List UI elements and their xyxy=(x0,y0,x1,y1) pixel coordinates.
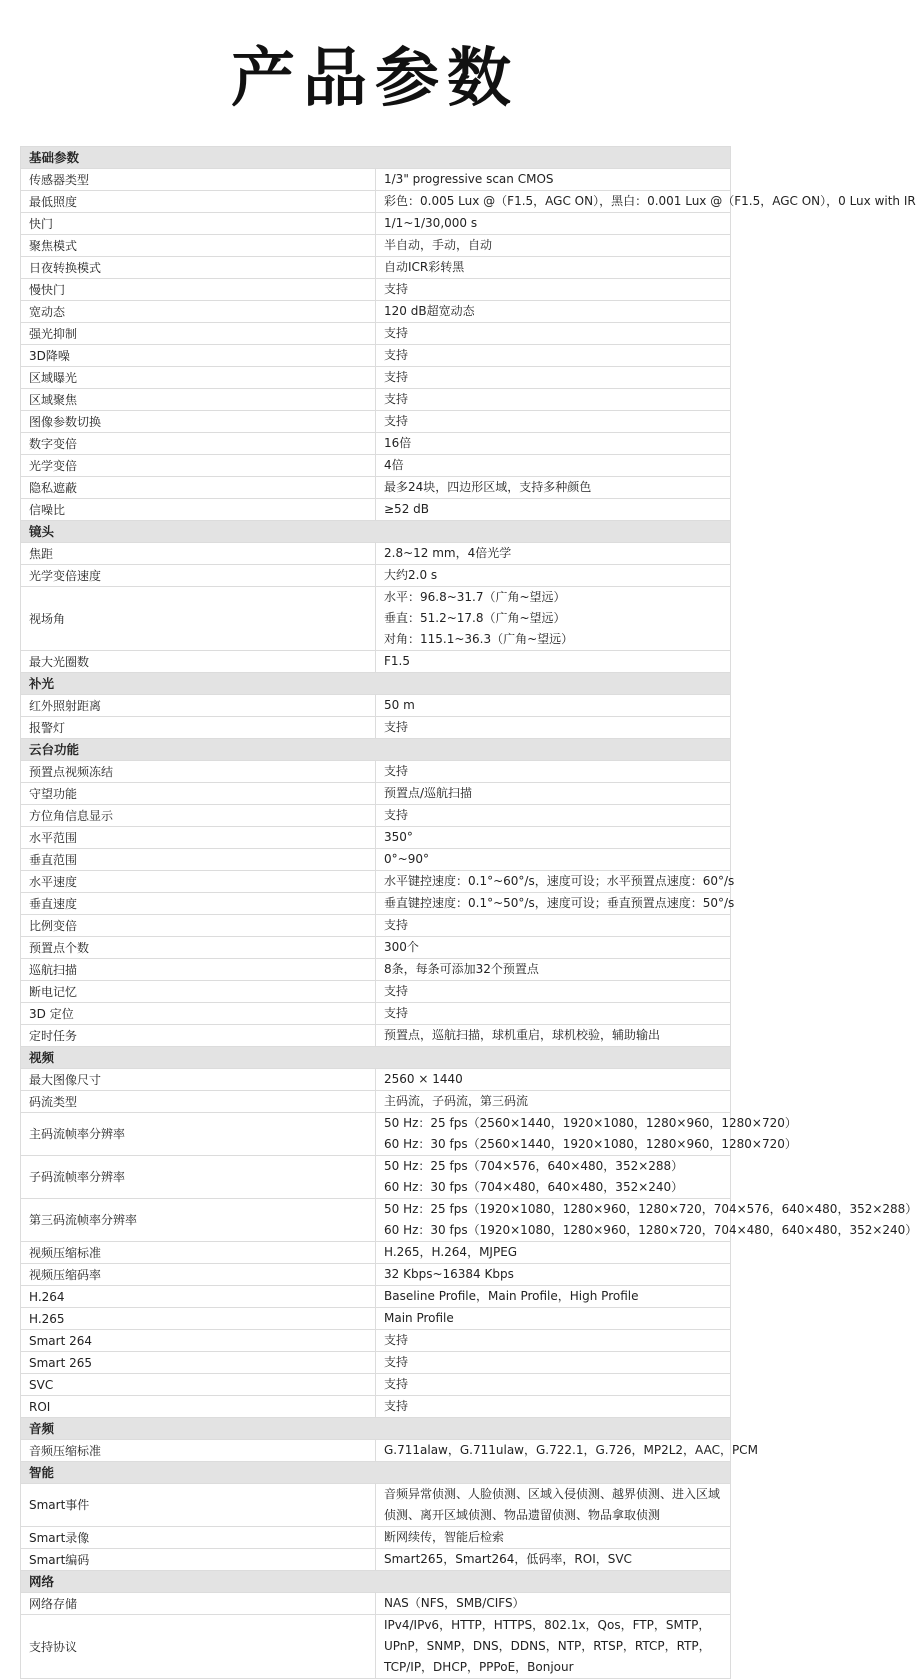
spec-key: 慢快门 xyxy=(21,279,376,301)
spec-key: ROI xyxy=(21,1396,376,1418)
spec-row xyxy=(21,323,731,345)
spec-value xyxy=(376,893,735,915)
spec-key: 图像参数切换 xyxy=(21,411,376,433)
spec-value xyxy=(376,1308,731,1330)
spec-key: SVC xyxy=(21,1374,376,1396)
spec-value-line: IPv4/IPv6，HTTP，HTTPS，802.1x，Qos，FTP，SMTP，UPnP，SNMP，DNS，DDNS，NTP，RTSP，RTCP，RTP，TCP/IP，DHCP，PPPoE，Bonjour xyxy=(384,1618,711,1674)
section-title: 音频 xyxy=(21,1418,731,1440)
spec-key: 区域聚焦 xyxy=(21,389,376,411)
spec-row xyxy=(21,565,731,587)
spec-key: 子码流帧率分辨率 xyxy=(21,1156,376,1199)
spec-value-line: 自动ICR彩转黑 xyxy=(384,260,465,274)
section-header xyxy=(21,1047,731,1069)
spec-row xyxy=(21,543,731,565)
section-header xyxy=(21,1571,731,1593)
spec-value xyxy=(376,695,731,717)
spec-key: 断电记忆 xyxy=(21,981,376,1003)
spec-key: 聚焦模式 xyxy=(21,235,376,257)
spec-key: H.265 xyxy=(21,1308,376,1330)
spec-row xyxy=(21,1242,731,1264)
spec-value xyxy=(376,827,731,849)
spec-value-line: 半自动，手动，自动 xyxy=(384,238,493,252)
spec-row xyxy=(21,1069,731,1091)
spec-value xyxy=(376,235,731,257)
spec-value xyxy=(376,1003,731,1025)
spec-row xyxy=(21,301,731,323)
spec-row xyxy=(21,279,731,301)
spec-value xyxy=(376,1113,797,1156)
spec-value-line: 50 Hz：25 fps（2560×1440，1920×1080，1280×960，1280×720） xyxy=(384,1116,797,1130)
spec-value-line: 支持 xyxy=(384,918,409,932)
section-title: 补光 xyxy=(21,673,731,695)
spec-value xyxy=(376,433,731,455)
spec-value-line: 50 Hz：25 fps（1920×1080，1280×960，1280×720，704×576，640×480，352×288） xyxy=(384,1202,917,1216)
spec-row xyxy=(21,477,731,499)
spec-value-line: 支持 xyxy=(384,1355,409,1369)
spec-key: 方位角信息显示 xyxy=(21,805,376,827)
spec-value-line: 50 Hz：25 fps（704×576，640×480，352×288） xyxy=(384,1159,684,1173)
spec-value-line: 50 m xyxy=(384,698,415,712)
spec-key: 定时任务 xyxy=(21,1025,376,1047)
spec-value-line: 300个 xyxy=(384,940,419,954)
spec-key: Smart 264 xyxy=(21,1330,376,1352)
spec-value xyxy=(376,1593,731,1615)
section-header xyxy=(21,673,731,695)
spec-value-line: 大约2.0 s xyxy=(384,568,438,582)
spec-value-line: 水平键控速度：0.1°~60°/s，速度可设；水平预置点速度：60°/s xyxy=(384,874,735,888)
spec-key: 巡航扫描 xyxy=(21,959,376,981)
spec-value xyxy=(376,915,731,937)
spec-value-line: Smart265，Smart264，低码率，ROI，SVC xyxy=(384,1552,632,1566)
spec-value-line: 断网续传，智能后检索 xyxy=(384,1530,505,1544)
spec-value xyxy=(376,1615,731,1679)
spec-row xyxy=(21,959,731,981)
spec-key: 报警灯 xyxy=(21,717,376,739)
spec-key: 最低照度 xyxy=(21,191,376,213)
spec-row xyxy=(21,1156,731,1199)
spec-row xyxy=(21,1352,731,1374)
spec-value-line: 支持 xyxy=(384,348,409,362)
spec-key: 光学变倍速度 xyxy=(21,565,376,587)
section-title: 智能 xyxy=(21,1462,731,1484)
spec-row xyxy=(21,235,731,257)
spec-row xyxy=(21,1308,731,1330)
spec-value-line: 32 Kbps~16384 Kbps xyxy=(384,1267,514,1281)
spec-row xyxy=(21,367,731,389)
spec-key: 守望功能 xyxy=(21,783,376,805)
spec-value-line: 60 Hz：30 fps（2560×1440，1920×1080，1280×960，1280×720） xyxy=(384,1137,797,1151)
spec-value xyxy=(376,1025,731,1047)
spec-key: 音频压缩标准 xyxy=(21,1440,376,1462)
section-title: 基础参数 xyxy=(21,147,731,169)
spec-value xyxy=(376,1484,731,1527)
spec-row xyxy=(21,411,731,433)
spec-value xyxy=(376,477,731,499)
spec-table xyxy=(20,146,917,1679)
spec-value-line: 支持 xyxy=(384,414,409,428)
section-header xyxy=(21,1418,731,1440)
spec-value-line: 水平：96.8~31.7（广角~望远） xyxy=(384,590,566,604)
spec-value-line: 2560 × 1440 xyxy=(384,1072,463,1086)
spec-row xyxy=(21,915,731,937)
spec-key: 红外照射距离 xyxy=(21,695,376,717)
spec-value xyxy=(376,1091,731,1113)
spec-value-line: NAS（NFS，SMB/CIFS） xyxy=(384,1596,525,1610)
spec-value xyxy=(376,783,731,805)
spec-key: 信噪比 xyxy=(21,499,376,521)
spec-row xyxy=(21,1286,731,1308)
spec-value-line: 支持 xyxy=(384,326,409,340)
spec-row xyxy=(21,1396,731,1418)
spec-value-line: H.265，H.264，MJPEG xyxy=(384,1245,518,1259)
spec-value-line: 1/1~1/30,000 s xyxy=(384,216,478,230)
spec-key: 最大图像尺寸 xyxy=(21,1069,376,1091)
spec-key: 日夜转换模式 xyxy=(21,257,376,279)
spec-row xyxy=(21,651,731,673)
spec-value xyxy=(376,257,731,279)
spec-row xyxy=(21,455,731,477)
spec-value-line: 16倍 xyxy=(384,436,412,450)
spec-value-line: 支持 xyxy=(384,1399,409,1413)
spec-key: 视场角 xyxy=(21,587,376,651)
spec-value xyxy=(376,761,731,783)
spec-key: 水平范围 xyxy=(21,827,376,849)
spec-value xyxy=(376,1264,731,1286)
spec-key: 支持协议 xyxy=(21,1615,376,1679)
spec-value-line: 支持 xyxy=(384,1006,409,1020)
spec-value xyxy=(376,411,731,433)
spec-value xyxy=(376,1286,731,1308)
section-header xyxy=(21,1462,731,1484)
spec-key: 最大光圈数 xyxy=(21,651,376,673)
spec-value-line: 预置点，巡航扫描，球机重启，球机校验，辅助输出 xyxy=(384,1028,661,1042)
spec-value xyxy=(376,565,731,587)
spec-value-line: 60 Hz：30 fps（704×480，640×480，352×240） xyxy=(384,1180,684,1194)
spec-key: 焦距 xyxy=(21,543,376,565)
spec-key: Smart 265 xyxy=(21,1352,376,1374)
spec-value-line: Baseline Profile，Main Profile，High Profile xyxy=(384,1289,639,1303)
spec-key: 预置点视频冻结 xyxy=(21,761,376,783)
spec-value-line: 支持 xyxy=(384,808,409,822)
spec-key: 强光抑制 xyxy=(21,323,376,345)
section-header xyxy=(21,147,731,169)
spec-value xyxy=(376,717,731,739)
spec-value xyxy=(376,367,731,389)
spec-value xyxy=(376,323,731,345)
spec-key: Smart录像 xyxy=(21,1527,376,1549)
spec-key: 光学变倍 xyxy=(21,455,376,477)
spec-row xyxy=(21,981,731,1003)
spec-value xyxy=(376,1242,731,1264)
spec-value-line: 支持 xyxy=(384,282,409,296)
spec-value-line: 主码流，子码流，第三码流 xyxy=(384,1094,529,1108)
spec-value-line: 垂直：51.2~17.8（广角~望远） xyxy=(384,611,566,625)
section-title: 镜头 xyxy=(21,521,731,543)
spec-value xyxy=(376,213,731,235)
spec-key: 主码流帧率分辨率 xyxy=(21,1113,376,1156)
spec-row xyxy=(21,893,731,915)
spec-value xyxy=(376,543,731,565)
spec-value-line: 0°~90° xyxy=(384,852,429,866)
spec-row xyxy=(21,169,731,191)
spec-row xyxy=(21,587,731,651)
spec-row xyxy=(21,695,731,717)
spec-key: 3D降噪 xyxy=(21,345,376,367)
spec-row xyxy=(21,1091,731,1113)
spec-row xyxy=(21,257,731,279)
spec-row xyxy=(21,1440,731,1462)
section-header xyxy=(21,521,731,543)
spec-key: 视频压缩标准 xyxy=(21,1242,376,1264)
spec-value-line: F1.5 xyxy=(384,654,410,668)
spec-row xyxy=(21,389,731,411)
spec-key: 视频压缩码率 xyxy=(21,1264,376,1286)
spec-value-line: 支持 xyxy=(384,764,409,778)
spec-key: 区域曝光 xyxy=(21,367,376,389)
spec-key: 3D 定位 xyxy=(21,1003,376,1025)
spec-value xyxy=(376,651,731,673)
spec-key: 垂直速度 xyxy=(21,893,376,915)
spec-key: 传感器类型 xyxy=(21,169,376,191)
spec-value xyxy=(376,1156,731,1199)
spec-value-line: 60 Hz：30 fps（1920×1080，1280×960，1280×720，704×480，640×480，352×240） xyxy=(384,1223,917,1237)
spec-key: 数字变倍 xyxy=(21,433,376,455)
spec-key: Smart事件 xyxy=(21,1484,376,1527)
spec-row xyxy=(21,805,731,827)
spec-value-line: 预置点/巡航扫描 xyxy=(384,786,473,800)
section-title: 云台功能 xyxy=(21,739,731,761)
spec-key: 网络存储 xyxy=(21,1593,376,1615)
spec-value-line: 音频异常侦测、人脸侦测、区域入侵侦测、越界侦测、进入区域侦测、离开区域侦测、物品遗留侦测、物品拿取侦测 xyxy=(384,1487,721,1522)
spec-value-line: 120 dB超宽动态 xyxy=(384,304,475,318)
spec-value xyxy=(376,1374,731,1396)
spec-value-line: 350° xyxy=(384,830,413,844)
spec-row xyxy=(21,1593,731,1615)
spec-row xyxy=(21,213,731,235)
spec-value xyxy=(376,1330,731,1352)
spec-value xyxy=(376,981,731,1003)
spec-value xyxy=(376,871,735,893)
spec-row xyxy=(21,1549,731,1571)
spec-row xyxy=(21,1330,731,1352)
spec-key: 第三码流帧率分辨率 xyxy=(21,1199,376,1242)
spec-row xyxy=(21,1374,731,1396)
spec-value-line: 最多24块，四边形区域，支持多种颜色 xyxy=(384,480,592,494)
spec-value-line: Main Profile xyxy=(384,1311,454,1325)
spec-row xyxy=(21,827,731,849)
spec-row xyxy=(21,1003,731,1025)
spec-row xyxy=(21,1264,731,1286)
spec-value-line: 支持 xyxy=(384,984,409,998)
spec-row xyxy=(21,1615,731,1679)
spec-value-line: 垂直键控速度：0.1°~50°/s，速度可设；垂直预置点速度：50°/s xyxy=(384,896,735,910)
spec-value-line: 对角：115.1~36.3（广角~望远） xyxy=(384,632,574,646)
spec-value-line: 彩色：0.005 Lux @（F1.5，AGC ON），黑白：0.001 Lux @（F1.5，AGC ON），0 Lux with IR xyxy=(384,194,916,208)
spec-value-line: 4倍 xyxy=(384,458,404,472)
section-header xyxy=(21,739,731,761)
spec-value-line: 1/3" progressive scan CMOS xyxy=(384,172,554,186)
spec-value-line: ≥52 dB xyxy=(384,502,429,516)
spec-value xyxy=(376,1549,731,1571)
spec-value xyxy=(376,191,916,213)
spec-value xyxy=(376,1199,917,1242)
spec-row xyxy=(21,1113,731,1156)
spec-key: 快门 xyxy=(21,213,376,235)
spec-row xyxy=(21,1527,731,1549)
spec-value-line: G.711alaw，G.711ulaw，G.722.1，G.726，MP2L2，AAC，PCM xyxy=(384,1443,758,1457)
spec-value xyxy=(376,389,731,411)
page-title: 产品参数 xyxy=(231,42,519,116)
section-title: 视频 xyxy=(21,1047,731,1069)
spec-row xyxy=(21,761,731,783)
spec-row xyxy=(21,1025,731,1047)
spec-value-line: 支持 xyxy=(384,720,409,734)
spec-key: 水平速度 xyxy=(21,871,376,893)
spec-value xyxy=(376,849,731,871)
spec-row xyxy=(21,937,731,959)
spec-value xyxy=(376,937,731,959)
spec-key: 宽动态 xyxy=(21,301,376,323)
spec-row xyxy=(21,191,731,213)
spec-row xyxy=(21,783,731,805)
spec-value xyxy=(376,1396,731,1418)
spec-key: H.264 xyxy=(21,1286,376,1308)
section-title: 网络 xyxy=(21,1571,731,1593)
spec-key: Smart编码 xyxy=(21,1549,376,1571)
spec-row xyxy=(21,1484,731,1527)
spec-row xyxy=(21,871,731,893)
spec-row xyxy=(21,849,731,871)
spec-key: 码流类型 xyxy=(21,1091,376,1113)
spec-key: 垂直范围 xyxy=(21,849,376,871)
spec-value-line: 支持 xyxy=(384,1377,409,1391)
spec-row xyxy=(21,345,731,367)
spec-value-line: 支持 xyxy=(384,370,409,384)
spec-value xyxy=(376,301,731,323)
spec-value xyxy=(376,455,731,477)
spec-value-line: 8条，每条可添加32个预置点 xyxy=(384,962,539,976)
spec-value xyxy=(376,279,731,301)
spec-key: 比例变倍 xyxy=(21,915,376,937)
spec-row xyxy=(21,433,731,455)
spec-value xyxy=(376,1527,731,1549)
spec-row xyxy=(21,717,731,739)
spec-value xyxy=(376,1440,758,1462)
spec-value xyxy=(376,805,731,827)
spec-row xyxy=(21,1199,731,1242)
spec-value xyxy=(376,959,731,981)
spec-key: 预置点个数 xyxy=(21,937,376,959)
spec-value xyxy=(376,499,731,521)
spec-value xyxy=(376,345,731,367)
spec-value xyxy=(376,169,731,191)
spec-value xyxy=(376,587,731,651)
spec-value xyxy=(376,1069,731,1091)
spec-key: 隐私遮蔽 xyxy=(21,477,376,499)
spec-value-line: 支持 xyxy=(384,1333,409,1347)
spec-row xyxy=(21,499,731,521)
spec-value-line: 支持 xyxy=(384,392,409,406)
spec-value xyxy=(376,1352,731,1374)
spec-value-line: 2.8~12 mm，4倍光学 xyxy=(384,546,512,560)
